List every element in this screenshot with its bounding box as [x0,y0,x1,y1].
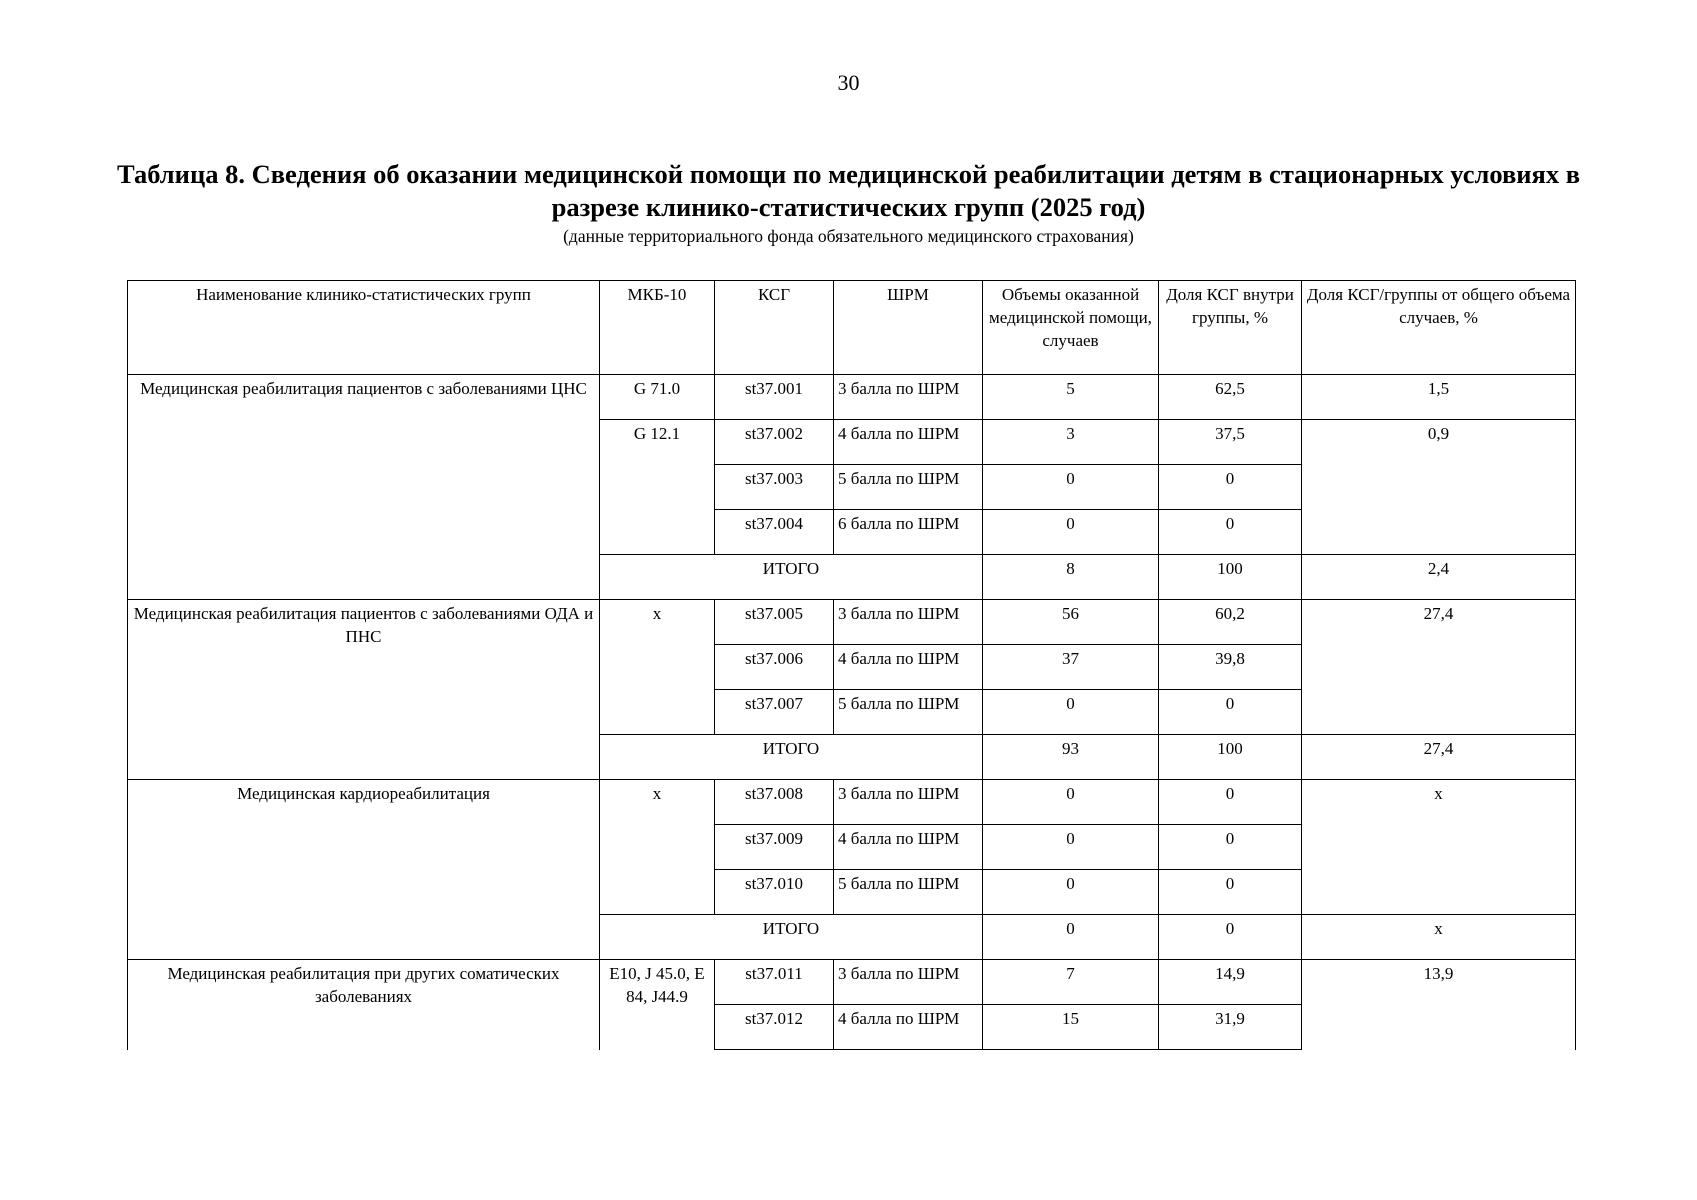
share-total-cell: 1,5 [1302,375,1576,420]
shrm-cell: 5 балла по ШРМ [834,870,983,915]
header-share-in-group: Доля КСГ внутри группы, % [1159,281,1302,375]
volume-cell: 0 [983,825,1159,870]
group-name: Медицинская реабилитация пациентов с заболеваниями ОДА и ПНС [128,600,600,780]
volume-cell: 56 [983,600,1159,645]
ksg-cell: st37.007 [715,690,834,735]
share-in-group-cell: 0 [1159,465,1302,510]
group-name: Медицинская реабилитация при других соматических заболеваниях [128,960,600,1050]
ksg-cell: st37.006 [715,645,834,690]
mkb-cell: х [600,600,715,735]
shrm-cell: 4 балла по ШРМ [834,420,983,465]
ksg-cell: st37.010 [715,870,834,915]
volume-cell: 7 [983,960,1159,1005]
table-row [128,960,1576,1005]
volume-cell: 37 [983,645,1159,690]
total-label: ИТОГО [600,735,983,780]
share-in-group-cell: 0 [1159,870,1302,915]
ksg-cell: st37.001 [715,375,834,420]
share-in-group-cell: 0 [1159,510,1302,555]
volume-cell: 15 [983,1005,1159,1050]
header-shrm: ШРМ [834,281,983,375]
group-name: Медицинская кардиореабилитация [128,780,600,960]
ksg-cell: st37.009 [715,825,834,870]
table-row [128,375,1576,420]
share-in-group-cell: 62,5 [1159,375,1302,420]
shrm-cell: 3 балла по ШРМ [834,780,983,825]
volume-cell: 0 [983,510,1159,555]
header-share-total: Доля КСГ/группы от общего объема случаев, % [1302,281,1576,375]
total-volume: 0 [983,915,1159,960]
total-volume: 8 [983,555,1159,600]
share-total-cell: 0,9 [1302,420,1576,555]
group-name: Медицинская реабилитация пациентов с заболеваниями ЦНС [128,375,600,600]
total-label: ИТОГО [600,555,983,600]
share-in-group-cell: 37,5 [1159,420,1302,465]
shrm-cell: 3 балла по ШРМ [834,375,983,420]
mkb-cell: G 71.0 [600,375,715,420]
ksg-cell: st37.005 [715,600,834,645]
share-in-group-cell: 39,8 [1159,645,1302,690]
total-share-total: 2,4 [1302,555,1576,600]
total-volume: 93 [983,735,1159,780]
volume-cell: 5 [983,375,1159,420]
table-row [128,600,1576,645]
header-mkb: МКБ-10 [600,281,715,375]
rehabilitation-table [127,280,1576,1050]
share-in-group-cell: 60,2 [1159,600,1302,645]
shrm-cell: 4 балла по ШРМ [834,645,983,690]
header-name: Наименование клинико-статистических групп [128,281,600,375]
ksg-cell: st37.003 [715,465,834,510]
volume-cell: 3 [983,420,1159,465]
ksg-cell: st37.002 [715,420,834,465]
shrm-cell: 3 балла по ШРМ [834,960,983,1005]
share-in-group-cell: 0 [1159,825,1302,870]
table-subtitle: (данные территориального фонда обязательного медицинского страхования) [563,226,1134,246]
total-share-in-group: 100 [1159,555,1302,600]
total-share-total: 27,4 [1302,735,1576,780]
header-volume: Объемы оказанной медицинской помощи, случаев [983,281,1159,375]
volume-cell: 0 [983,690,1159,735]
page-number: 30 [837,70,860,95]
shrm-cell: 4 балла по ШРМ [834,825,983,870]
total-share-total: х [1302,915,1576,960]
share-total-cell: х [1302,780,1576,915]
shrm-cell: 5 балла по ШРМ [834,465,983,510]
mkb-cell: х [600,780,715,915]
shrm-cell: 4 балла по ШРМ [834,1005,983,1050]
header-ksg: КСГ [715,281,834,375]
shrm-cell: 5 балла по ШРМ [834,690,983,735]
share-total-cell: 27,4 [1302,600,1576,735]
mkb-cell: G 12.1 [600,420,715,555]
total-label: ИТОГО [600,915,983,960]
ksg-cell: st37.008 [715,780,834,825]
ksg-cell: st37.004 [715,510,834,555]
share-in-group-cell: 14,9 [1159,960,1302,1005]
share-total-cell: 13,9 [1302,960,1576,1050]
shrm-cell: 6 балла по ШРМ [834,510,983,555]
ksg-cell: st37.012 [715,1005,834,1050]
ksg-cell: st37.011 [715,960,834,1005]
header-row [128,281,1576,375]
share-in-group-cell: 0 [1159,780,1302,825]
share-in-group-cell: 0 [1159,690,1302,735]
shrm-cell: 3 балла по ШРМ [834,600,983,645]
share-in-group-cell: 31,9 [1159,1005,1302,1050]
table-title: Таблица 8. Сведения об оказании медицинской помощи по медицинской реабилитации детям в стационарных условиях в разрезе клинико-статистических групп (2025 год) [116,159,1581,222]
volume-cell: 0 [983,870,1159,915]
total-share-in-group: 0 [1159,915,1302,960]
volume-cell: 0 [983,780,1159,825]
total-share-in-group: 100 [1159,735,1302,780]
table-row [128,780,1576,825]
volume-cell: 0 [983,465,1159,510]
mkb-cell: E10, J 45.0, E 84, J44.9 [600,960,715,1050]
